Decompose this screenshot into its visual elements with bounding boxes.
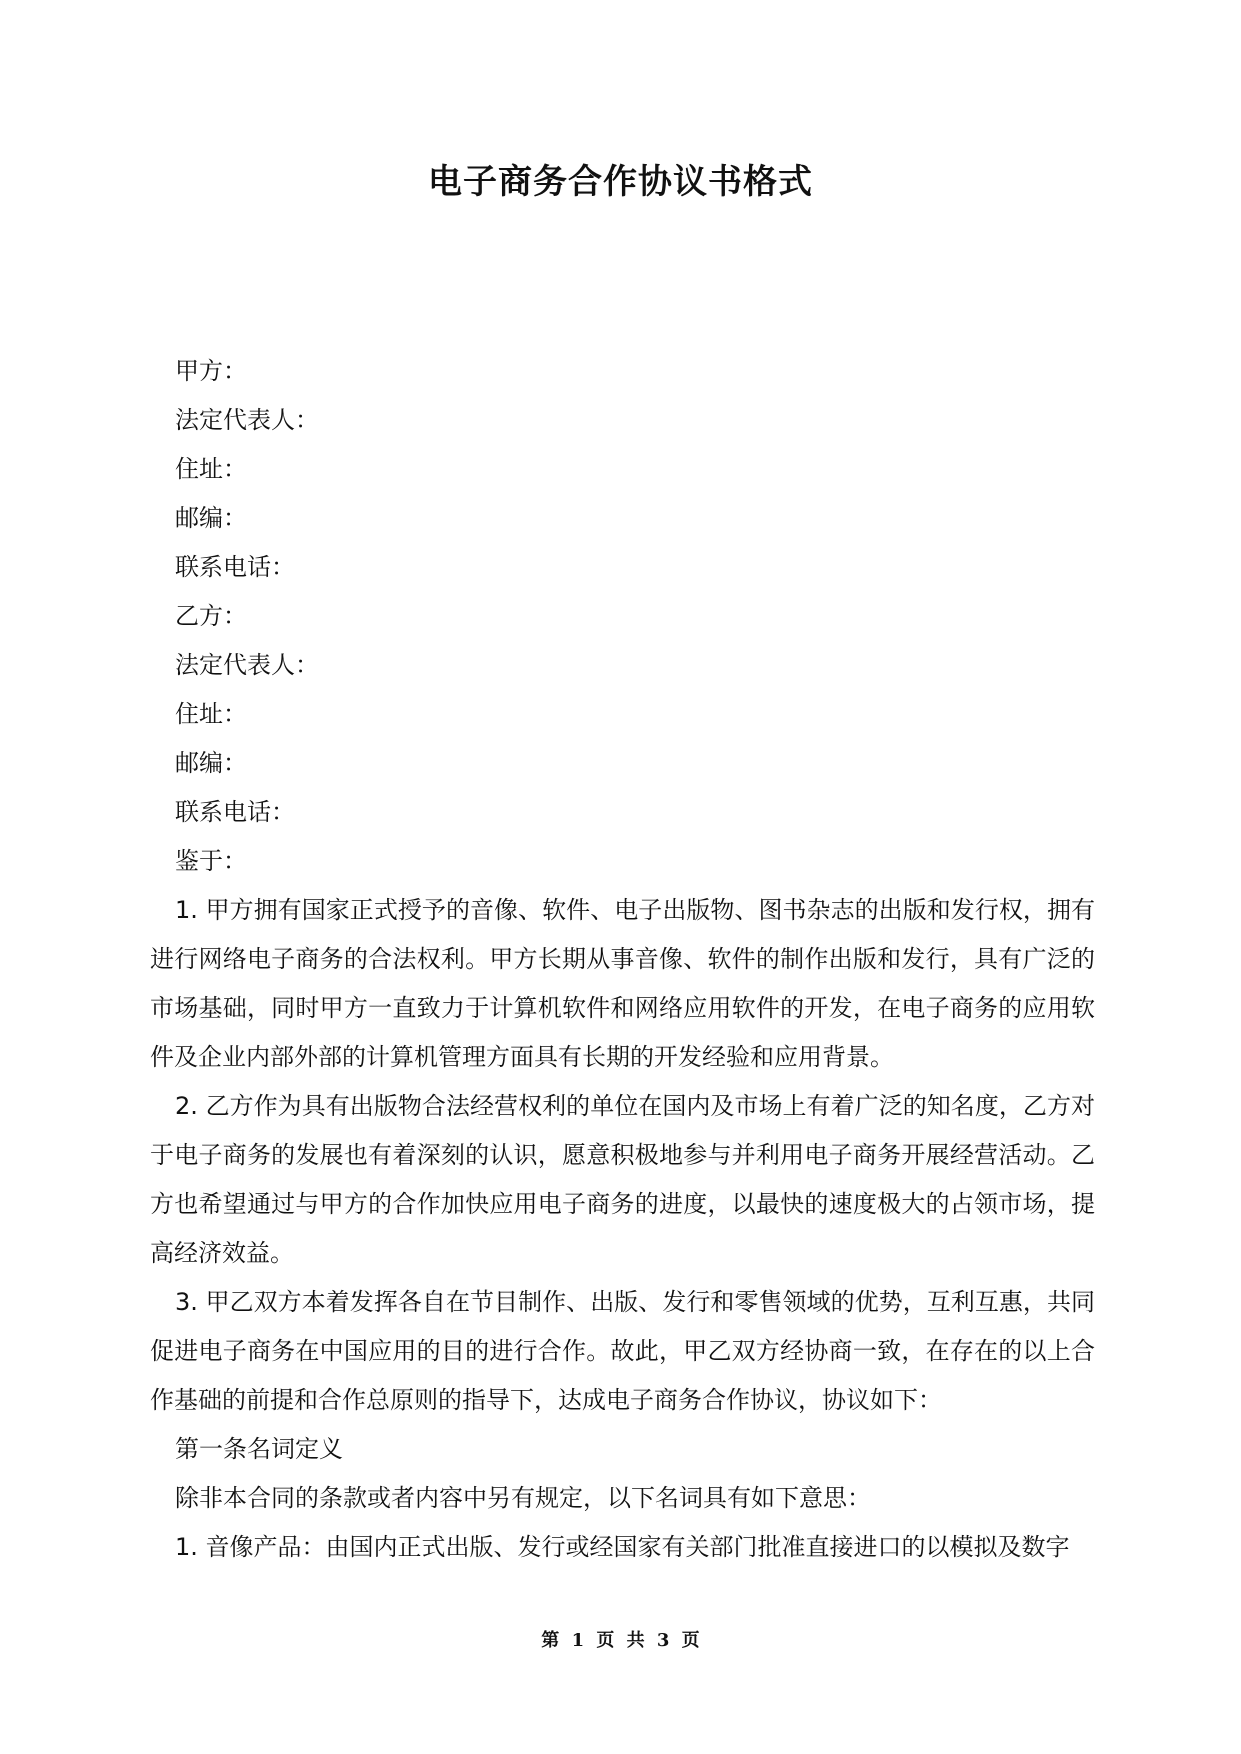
whereas-label: 鉴于： — [175, 847, 247, 875]
party-b-postcode-label: 邮编： — [175, 749, 247, 777]
page-number-footer: 第 1 页 共 3 页 — [541, 1630, 700, 1651]
party-a-address-label: 住址： — [175, 455, 247, 483]
document-body — [150, 347, 1095, 1572]
definitions-intro: 除非本合同的条款或者内容中另有规定，以下名词具有如下意思： — [175, 1484, 871, 1512]
party-a-phone-label: 联系电话： — [175, 553, 295, 581]
party-a-label: 甲方： — [175, 357, 247, 385]
article-1-heading: 第一条名词定义 — [175, 1435, 343, 1463]
party-b-label: 乙方： — [175, 602, 247, 630]
recital-paragraph-1: 1. 甲方拥有国家正式授予的音像、软件、电子出版物、图书杂志的出版和发行权，拥有进行网络电子商务的合法权利。甲方长期从事音像、软件的制作出版和发行，具有广泛的市场基础，同时甲方一直致力于计算机软件和网络应用软件的开发，在电子商务的应用软件及企业内部外部的计算机管理方面具有长期的开发经验和应用背景。 — [150, 896, 1095, 1071]
definition-item-1: 1. 音像产品：由国内正式出版、发行或经国家有关部门批准直接进口的以模拟及数字 — [175, 1533, 1070, 1561]
recital-paragraph-2: 2. 乙方作为具有出版物合法经营权利的单位在国内及市场上有着广泛的知名度，乙方对于电子商务的发展也有着深刻的认识，愿意积极地参与并利用电子商务开展经营活动。乙方也希望通过与甲方的合作加快应用电子商务的进度，以最快的速度极大的占领市场，提高经济效益。 — [150, 1092, 1095, 1267]
party-b-phone-label: 联系电话： — [175, 798, 295, 826]
party-b-legal-rep-label: 法定代表人： — [175, 651, 319, 679]
document-title: 电子商务合作协议书格式 — [428, 162, 813, 202]
party-a-postcode-label: 邮编： — [175, 504, 247, 532]
party-b-address-label: 住址： — [175, 700, 247, 728]
recital-paragraph-3: 3. 甲乙双方本着发挥各自在节目制作、出版、发行和零售领域的优势，互利互惠，共同促进电子商务在中国应用的目的进行合作。故此，甲乙双方经协商一致，在存在的以上合作基础的前提和合作总原则的指导下，达成电子商务合作协议，协议如下： — [150, 1288, 1095, 1414]
party-a-legal-rep-label: 法定代表人： — [175, 406, 319, 434]
